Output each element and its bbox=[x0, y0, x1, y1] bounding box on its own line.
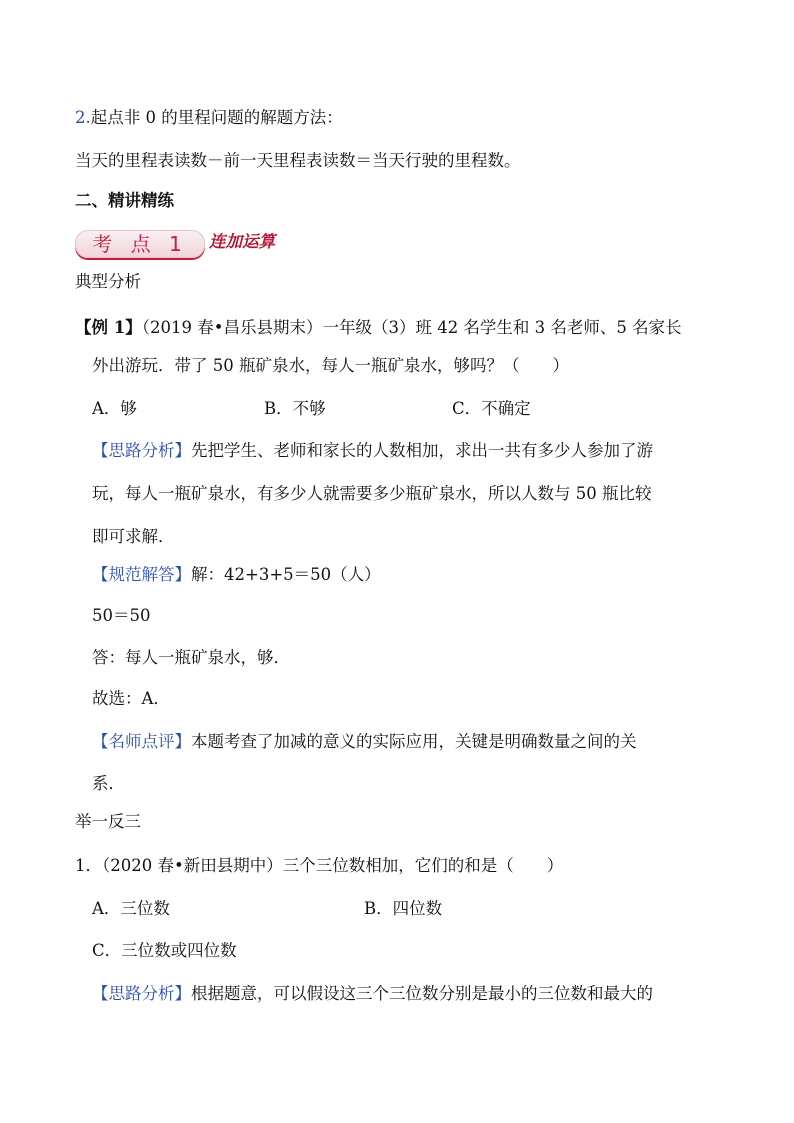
topic-tag-label: 考 点 1 bbox=[92, 232, 188, 256]
example-1-comment bbox=[92, 731, 637, 753]
question-1-number: 1． bbox=[75, 856, 102, 875]
typical-analysis-title: 典型分析 bbox=[75, 272, 141, 291]
example-1-solution-line2: 50＝50 bbox=[92, 606, 151, 625]
question-1-analysis-line1: 根据题意，可以假设这三个三位数分别是最小的三位数和最大的 bbox=[191, 984, 653, 1003]
example-1-solution-line1: 解：42+3+5＝50（人） bbox=[191, 565, 381, 584]
example-1-comment-label: 【名师点评】 bbox=[92, 732, 191, 751]
example-1-solution-line3: 答：每人一瓶矿泉水，够． bbox=[92, 648, 290, 667]
example-1-option-b: B．不够 bbox=[264, 399, 326, 418]
point-2-number: 2. bbox=[75, 108, 91, 127]
example-1-analysis-line3: 即可求解． bbox=[92, 527, 175, 546]
topic-tag bbox=[75, 230, 205, 258]
question-1-option-b: B．四位数 bbox=[364, 899, 443, 918]
point-2-text: 起点非 0 的里程问题的解题方法： bbox=[90, 108, 343, 127]
example-1-comment-line2: 系． bbox=[92, 774, 125, 793]
example-1-stem-line1: （2019 春•昌乐县期末）一年级（3）班 42 名学生和 3 名老师、5 名家长 bbox=[141, 318, 682, 337]
practice-title: 举一反三 bbox=[75, 812, 141, 831]
example-1-solution-label: 【规范解答】 bbox=[92, 565, 191, 584]
example-1-label: 【例 1】 bbox=[75, 318, 142, 337]
mileage-formula: 当天的里程表读数－前一天里程表读数＝当天行驶的里程数。 bbox=[75, 151, 521, 170]
question-1-stem-text: （2020 春•新田县期中）三个三位数相加，它们的和是（ ） bbox=[102, 856, 564, 875]
example-1-option-c: C．不确定 bbox=[452, 399, 531, 418]
question-1-analysis bbox=[92, 983, 653, 1005]
example-1-solution-line4: 故选：A． bbox=[92, 689, 170, 708]
example-1-analysis-line2: 玩，每人一瓶矿泉水，有多少人就需要多少瓶矿泉水，所以人数与 50 瓶比较 bbox=[92, 484, 652, 503]
example-1-stem-line2: 外出游玩．带了 50 瓶矿泉水，每人一瓶矿泉水，够吗？（ ） bbox=[92, 356, 569, 375]
example-1-analysis-line1: 先把学生、老师和家长的人数相加，求出一共有多少人参加了游 bbox=[191, 441, 653, 460]
example-1-comment-line1: 本题考查了加减的意义的实际应用，关键是明确数量之间的关 bbox=[191, 732, 637, 751]
question-1-stem bbox=[75, 855, 563, 877]
topic-name: 连加运算 bbox=[209, 232, 275, 251]
question-1-option-a: A．三位数 bbox=[92, 899, 170, 918]
question-1-analysis-label: 【思路分析】 bbox=[92, 984, 191, 1003]
example-1-analysis bbox=[92, 440, 653, 462]
example-1-option-a: A．够 bbox=[92, 399, 137, 418]
example-1-stem bbox=[75, 317, 682, 339]
example-1-analysis-label: 【思路分析】 bbox=[92, 441, 191, 460]
example-1-solution bbox=[92, 564, 381, 586]
point-2 bbox=[75, 107, 343, 129]
section-title: 二、精讲精练 bbox=[75, 191, 174, 210]
question-1-option-c: C．三位数或四位数 bbox=[92, 941, 237, 960]
